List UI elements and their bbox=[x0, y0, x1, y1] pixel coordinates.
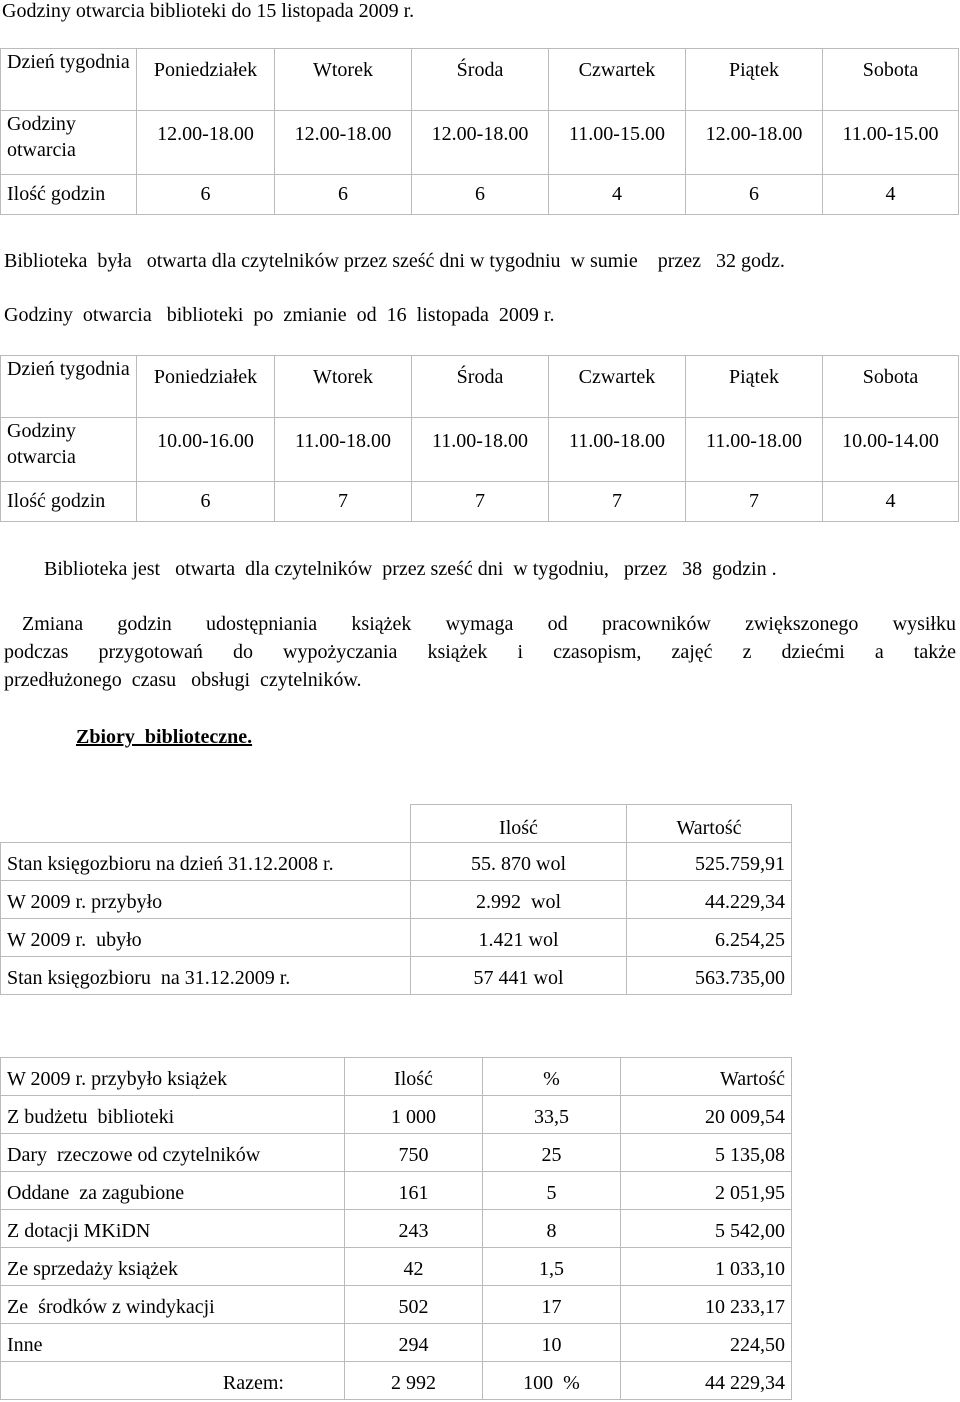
hours-table-before bbox=[0, 48, 959, 215]
table-header-cell: W 2009 r. przybyło książek bbox=[1, 1058, 345, 1096]
value-cell: 20 009,54 bbox=[621, 1096, 792, 1134]
day-cell: Sobota bbox=[823, 49, 959, 111]
count-cell: 6 bbox=[137, 482, 275, 522]
percent-cell: 5 bbox=[483, 1172, 621, 1210]
count-cell: 7 bbox=[549, 482, 686, 522]
percent-cell: 8 bbox=[483, 1210, 621, 1248]
row-label: Stan księgozbioru na dzień 31.12.2008 r. bbox=[1, 843, 411, 881]
row-label: Z dotacji MKiDN bbox=[1, 1210, 345, 1248]
table-row bbox=[1, 1210, 792, 1248]
row-label-count: Ilość godzin bbox=[1, 175, 137, 215]
table-row bbox=[1, 1134, 792, 1172]
day-cell: Wtorek bbox=[275, 49, 412, 111]
hours-cell: 12.00-18.00 bbox=[137, 111, 275, 175]
day-cell: Poniedziałek bbox=[137, 49, 275, 111]
row-label-day: Dzień tygodnia bbox=[1, 49, 137, 111]
hours-cell: 11.00-18.00 bbox=[275, 418, 412, 482]
count-cell: 4 bbox=[823, 482, 959, 522]
total-percent: 100 % bbox=[483, 1362, 621, 1400]
count-cell: 4 bbox=[823, 175, 959, 215]
quantity-cell: 57 441 wol bbox=[411, 957, 627, 995]
paragraph-line-3: przedłużonego czasu obsługi czytelników. bbox=[4, 669, 362, 691]
count-cell: 6 bbox=[275, 175, 412, 215]
table-row bbox=[1, 1096, 792, 1134]
hours-cell: 12.00-18.00 bbox=[275, 111, 412, 175]
table-header-cell: % bbox=[483, 1058, 621, 1096]
row-label-hours: Godziny otwarcia bbox=[1, 418, 137, 482]
count-cell: 4 bbox=[549, 175, 686, 215]
hours-cell: 11.00-18.00 bbox=[549, 418, 686, 482]
value-cell: 2 051,95 bbox=[621, 1172, 792, 1210]
quantity-cell: 1 000 bbox=[345, 1096, 483, 1134]
quantity-cell: 55. 870 wol bbox=[411, 843, 627, 881]
value-cell: 10 233,17 bbox=[621, 1286, 792, 1324]
row-label: Ze środków z windykacji bbox=[1, 1286, 345, 1324]
day-cell: Środa bbox=[412, 356, 549, 418]
day-cell: Piątek bbox=[686, 49, 823, 111]
hours-heading-before: Godziny otwarcia biblioteki do 15 listopada 2009 r. bbox=[2, 0, 415, 22]
value-cell: 5 542,00 bbox=[621, 1210, 792, 1248]
percent-cell: 17 bbox=[483, 1286, 621, 1324]
count-cell: 7 bbox=[412, 482, 549, 522]
value-cell: 525.759,91 bbox=[627, 843, 792, 881]
row-label: W 2009 r. ubyło bbox=[1, 919, 411, 957]
total-row bbox=[1, 1362, 792, 1400]
table-header-cell: Ilość bbox=[345, 1058, 483, 1096]
quantity-cell: 243 bbox=[345, 1210, 483, 1248]
value-cell: 5 135,08 bbox=[621, 1134, 792, 1172]
row-label-day: Dzień tygodnia bbox=[1, 356, 137, 418]
count-cell: 6 bbox=[137, 175, 275, 215]
count-cell: 7 bbox=[686, 482, 823, 522]
value-cell: 1 033,10 bbox=[621, 1248, 792, 1286]
summary-before: Biblioteka była otwarta dla czytelników przez sześć dni w tygodniu w sumie przez 32 godz. bbox=[4, 250, 785, 272]
row-label: Stan księgozbioru na 31.12.2009 r. bbox=[1, 957, 411, 995]
percent-cell: 10 bbox=[483, 1324, 621, 1362]
value-cell: 563.735,00 bbox=[627, 957, 792, 995]
table-header-cell: Ilość bbox=[411, 805, 627, 843]
quantity-cell: 1.421 wol bbox=[411, 919, 627, 957]
table-row bbox=[1, 1172, 792, 1210]
row-label-count: Ilość godzin bbox=[1, 482, 137, 522]
section-title: Zbiory biblioteczne. bbox=[76, 726, 253, 748]
quantity-cell: 502 bbox=[345, 1286, 483, 1324]
row-label: Z budżetu biblioteki bbox=[1, 1096, 345, 1134]
day-cell: Sobota bbox=[823, 356, 959, 418]
count-cell: 6 bbox=[686, 175, 823, 215]
value-cell: 6.254,25 bbox=[627, 919, 792, 957]
row-label: Inne bbox=[1, 1324, 345, 1362]
hours-cell: 11.00-18.00 bbox=[412, 418, 549, 482]
table-row bbox=[1, 1286, 792, 1324]
day-cell: Wtorek bbox=[275, 356, 412, 418]
total-quantity: 2 992 bbox=[345, 1362, 483, 1400]
hours-cell: 12.00-18.00 bbox=[412, 111, 549, 175]
paragraph-line-2: podczas przygotowań do wypożyczania książek i czasopism, zajęć z dziećmi a także bbox=[4, 641, 956, 663]
hours-heading-after: Godziny otwarcia biblioteki po zmianie od 16 listopada 2009 r. bbox=[4, 304, 555, 326]
row-label: W 2009 r. przybyło bbox=[1, 881, 411, 919]
acquisitions-table bbox=[0, 1057, 792, 1400]
quantity-cell: 294 bbox=[345, 1324, 483, 1362]
day-cell: Czwartek bbox=[549, 356, 686, 418]
hours-cell: 11.00-15.00 bbox=[549, 111, 686, 175]
day-cell: Piątek bbox=[686, 356, 823, 418]
quantity-cell: 750 bbox=[345, 1134, 483, 1172]
percent-cell: 33,5 bbox=[483, 1096, 621, 1134]
quantity-cell: 42 bbox=[345, 1248, 483, 1286]
hours-cell: 12.00-18.00 bbox=[686, 111, 823, 175]
hours-cell: 11.00-18.00 bbox=[686, 418, 823, 482]
table-row bbox=[1, 957, 792, 995]
table-row bbox=[1, 919, 792, 957]
day-cell: Czwartek bbox=[549, 49, 686, 111]
quantity-cell: 2.992 wol bbox=[411, 881, 627, 919]
row-label-hours: Godziny otwarcia bbox=[1, 111, 137, 175]
table-row bbox=[1, 881, 792, 919]
value-cell: 44.229,34 bbox=[627, 881, 792, 919]
table-row bbox=[1, 843, 792, 881]
hours-table-after bbox=[0, 355, 959, 522]
count-cell: 7 bbox=[275, 482, 412, 522]
table-row bbox=[1, 1248, 792, 1286]
percent-cell: 25 bbox=[483, 1134, 621, 1172]
count-cell: 6 bbox=[412, 175, 549, 215]
value-cell: 224,50 bbox=[621, 1324, 792, 1362]
table-header-cell: Wartość bbox=[621, 1058, 792, 1096]
total-value: 44 229,34 bbox=[621, 1362, 792, 1400]
day-cell: Poniedziałek bbox=[137, 356, 275, 418]
row-label: Dary rzeczowe od czytelników bbox=[1, 1134, 345, 1172]
row-label: Ze sprzedaży książek bbox=[1, 1248, 345, 1286]
table-header-cell: Wartość bbox=[627, 805, 792, 843]
table-row bbox=[1, 1324, 792, 1362]
hours-cell: 10.00-14.00 bbox=[823, 418, 959, 482]
hours-cell: 10.00-16.00 bbox=[137, 418, 275, 482]
percent-cell: 1,5 bbox=[483, 1248, 621, 1286]
paragraph-line-1: Zmiana godzin udostępniania książek wymaga od pracowników zwiększonego wysiłku bbox=[22, 613, 956, 635]
collection-table bbox=[0, 804, 792, 995]
day-cell: Środa bbox=[412, 49, 549, 111]
quantity-cell: 161 bbox=[345, 1172, 483, 1210]
summary-after: Biblioteka jest otwarta dla czytelników przez sześć dni w tygodniu, przez 38 godzin . bbox=[44, 558, 777, 580]
row-label: Oddane za zagubione bbox=[1, 1172, 345, 1210]
table-header-cell bbox=[1, 805, 411, 843]
hours-cell: 11.00-15.00 bbox=[823, 111, 959, 175]
total-label: Razem: bbox=[1, 1362, 345, 1400]
